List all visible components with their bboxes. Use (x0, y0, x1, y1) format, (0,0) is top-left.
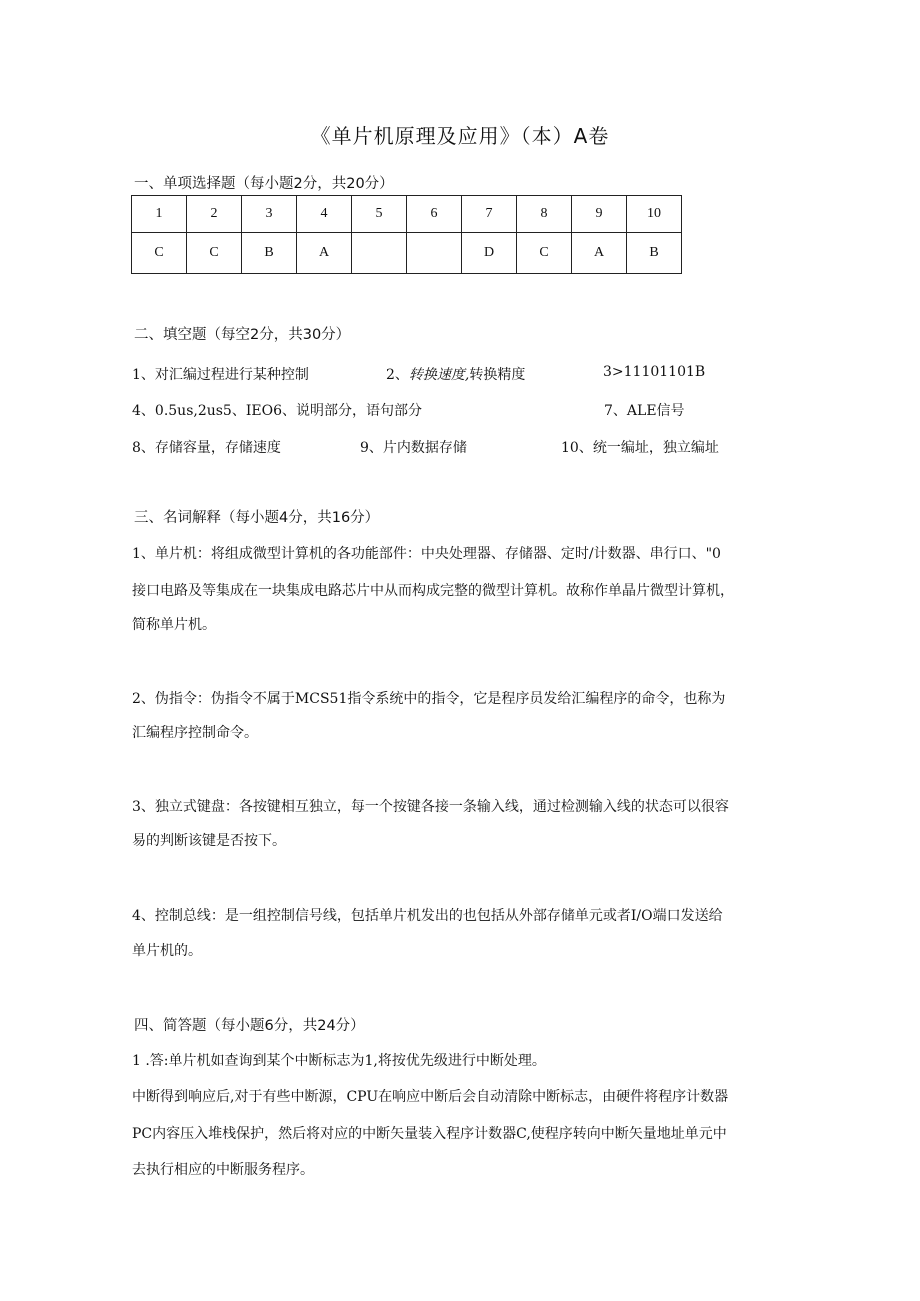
term-1-line-2: 接口电路及等集成在一块集成电路芯片中从而构成完整的微型计算机。故称作单晶片微型计算机， (132, 583, 734, 599)
question-number-cell: 7 (462, 196, 517, 233)
answer-cell: C (132, 233, 187, 274)
question-number-cell: 5 (352, 196, 407, 233)
term-1-line-1: 1、单片机：将组成微型计算机的各功能部件：中央处理器、存储器、定时/计数器、串行口、"0 (132, 546, 721, 562)
fill-answer-7: 7、ALE信号 (604, 403, 685, 419)
fill-answer-3: 3>11101101B (603, 364, 706, 380)
question-number-cell: 2 (187, 196, 242, 233)
fill-answer-2-prefix: 2、 (386, 367, 409, 383)
answer-cell: A (572, 233, 627, 274)
section1-heading: 一、单项选择题（每小题2分，共20分） (134, 176, 394, 192)
answer-cell (352, 233, 407, 274)
short-answer-1-line-4: 去执行相应的中断服务程序。 (132, 1162, 314, 1178)
fill-answer-4-6: 4、0.5us,2us5、IEO6、说明部分，语句部分 (132, 403, 422, 419)
question-number-cell: 1 (132, 196, 187, 233)
section2-heading: 二、填空题（每空2分，共30分） (134, 327, 351, 343)
short-answer-1-line-3: PC内容压入堆栈保护，然后将对应的中断矢量装入程序计数器C,使程序转向中断矢量地址单元中 (132, 1126, 727, 1142)
short-answer-1-line-2: 中断得到响应后,对于有些中断源，CPU在响应中断后会自动清除中断标志，由硬件将程序计数器 (132, 1089, 729, 1105)
fill-answer-8: 8、存储容量，存储速度 (132, 440, 281, 456)
exam-title: 《单片机原理及应用》（本）A卷 (310, 124, 610, 148)
section3-heading: 三、名词解释（每小题4分，共16分） (134, 510, 380, 526)
term-2-line-1: 2、伪指令：伪指令不属于MCS51指令系统中的指令，它是程序员发给汇编程序的命令，也称为 (132, 691, 726, 707)
answer-cell: C (517, 233, 572, 274)
term-4-line-2: 单片机的。 (132, 943, 202, 959)
term-3-line-2: 易的判断该键是否按下。 (132, 833, 286, 849)
question-number-cell: 4 (297, 196, 352, 233)
fill-answer-2 (386, 364, 525, 384)
fill-answer-2-rest: 转换精度 (469, 367, 526, 383)
term-2-line-2: 汇编程序控制命令。 (132, 725, 258, 741)
answer-table-number-row (132, 196, 682, 233)
fill-answer-1: 1、对汇编过程进行某种控制 (132, 367, 309, 383)
question-number-cell: 9 (572, 196, 627, 233)
fill-answer-9: 9、片内数据存储 (360, 440, 467, 456)
section4-heading: 四、简答题（每小题6分，共24分） (134, 1018, 365, 1034)
question-number-cell: 3 (242, 196, 297, 233)
term-4-line-1: 4、控制总线：是一组控制信号线，包括单片机发出的也包括从外部存储单元或者I/O端口发送给 (132, 908, 723, 924)
question-number-cell: 6 (407, 196, 462, 233)
question-number-cell: 8 (517, 196, 572, 233)
fill-answer-2-italic: 转换速度, (408, 367, 470, 383)
answer-table (131, 195, 682, 274)
answer-cell (407, 233, 462, 274)
answer-cell: A (297, 233, 352, 274)
term-3-line-1: 3、独立式键盘：各按键相互独立，每一个按键各接一条输入线，通过检测输入线的状态可以很容 (132, 799, 729, 815)
answer-cell: B (627, 233, 682, 274)
question-number-cell: 10 (627, 196, 682, 233)
answer-cell: B (242, 233, 297, 274)
short-answer-1-line-1: 1 .答:单片机如查询到某个中断标志为1,将按优先级进行中断处理。 (132, 1053, 546, 1069)
answer-table-answer-row (132, 233, 682, 274)
answer-cell: D (462, 233, 517, 274)
term-1-line-3: 简称单片机。 (132, 617, 216, 633)
fill-answer-10: 10、统一编址，独立编址 (561, 440, 719, 456)
answer-cell: C (187, 233, 242, 274)
